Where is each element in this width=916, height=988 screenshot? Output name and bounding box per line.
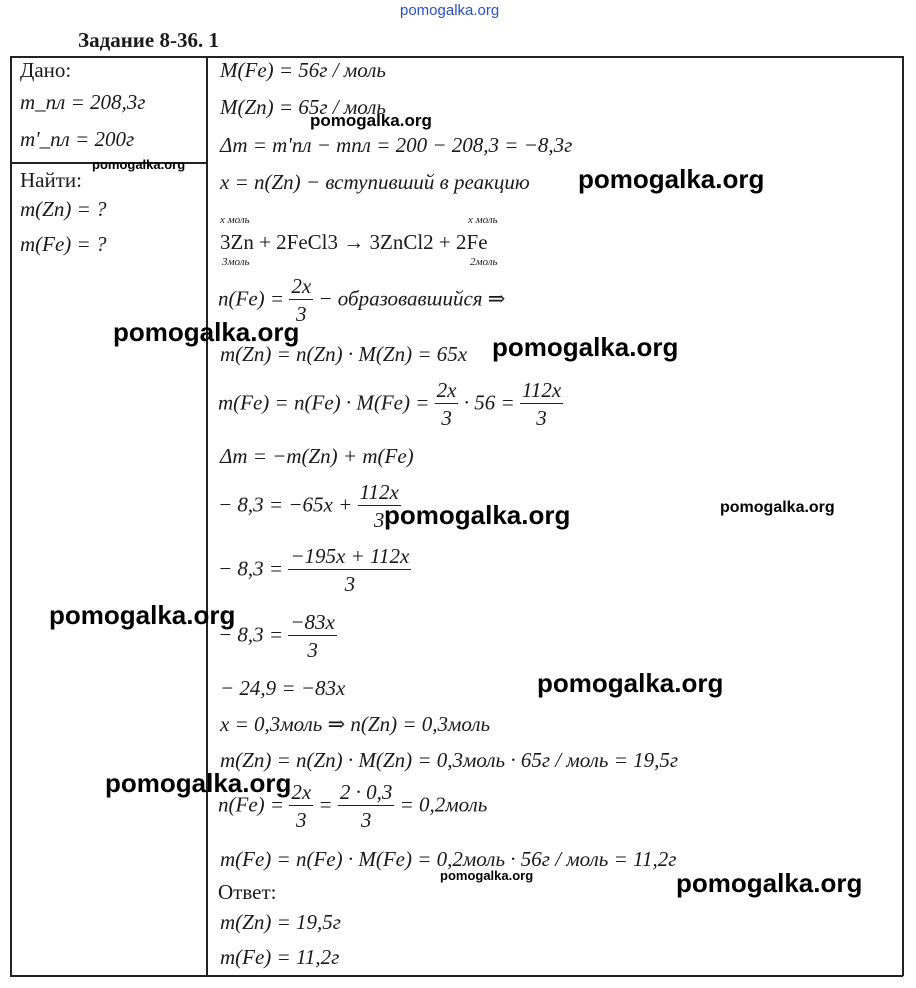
table-border-bottom [10,975,903,977]
reaction-equation: 3Zn + 2FeCl3 → 3ZnCl2 + 2Fe [220,230,488,254]
m-fe-den-1: 3 [441,406,452,430]
find-zn: m(Zn) = ? [20,197,107,221]
watermark: pomogalka.org [105,768,292,798]
m-fe-mid: · 56 = [463,390,515,415]
watermark: pomogalka.org [440,868,534,883]
nfe-res-eq: = [318,792,333,817]
step3-fraction [288,612,337,661]
nfe-res-den-2: 3 [360,808,372,832]
m-fe-pre: m(Fe) = n(Fe) · M(Fe) = [218,390,430,415]
step2-den: 3 [344,572,356,596]
equation-step-3 [218,612,337,661]
equation-step-2 [218,546,411,595]
watermark: pomogalka.org [310,111,432,130]
watermark: pomogalka.org [720,499,835,516]
nfe-res-fraction-2 [338,782,395,831]
molar-mass-fe: M(Fe) = 56г / моль [220,58,386,82]
answer-fe: m(Fe) = 11,2г [220,945,340,969]
answer-zn: m(Zn) = 19,5г [220,910,341,934]
step2-num: −195x + 112x [290,544,410,568]
equation-step-1 [218,482,401,531]
find-fe: m(Fe) = ? [20,232,107,256]
table-border-right [902,56,904,976]
eq-label-bottom-right: 2моль [470,256,498,268]
watermark: pomogalka.org [676,868,863,898]
nfe-res-fraction-1 [289,782,313,831]
m-fe-den-2: 3 [536,406,547,430]
m-fe-fraction-1 [435,380,459,429]
site-link-top[interactable]: pomogalka.org [400,2,500,19]
step3-num: −83x [290,610,335,634]
given-mass-final: m'_пл = 200г [20,127,135,151]
m-fe-line [218,380,563,429]
molar-mass-zn: M(Zn) = 65г / моль [220,95,386,119]
task-heading: Задание 8-36. 1 [78,28,219,52]
eq-label-top-left: x моль [220,214,250,226]
nfe-res-num-2: 2 · 0,3 [339,780,393,804]
m-zn-expression: m(Zn) = n(Zn) · M(Zn) = 65x [220,342,468,366]
step1-den: 3 [373,508,385,532]
nfe-res-post: = 0,2моль [399,792,488,817]
step2-pre: − 8,3 = [218,556,284,581]
step2-fraction [288,546,411,595]
watermark: pomogalka.org [92,157,186,172]
find-label: Найти: [20,168,82,192]
n-fe-pre: n(Fe) = [218,286,285,311]
step1-num: 112x [359,480,399,504]
step3-pre: − 8,3 = [218,622,284,647]
n-fe-num: 2x [291,274,312,298]
eq-label-top-right: x моль [468,214,498,226]
x-result: x = 0,3моль ⇒ n(Zn) = 0,3моль [220,712,491,736]
watermark: pomogalka.org [537,668,724,698]
m-zn-result: m(Zn) = n(Zn) · M(Zn) = 0,3моль · 65г / моль = 19,5г [220,748,679,772]
table-border-top [10,56,903,58]
answer-label: Ответ: [218,880,277,904]
delta-m-equation: Δm = −m(Zn) + m(Fe) [220,444,414,468]
step1-pre: − 8,3 = −65x + [218,492,353,517]
m-fe-num-1: 2x [436,378,457,402]
given-label: Дано: [20,58,72,82]
n-fe-post: − образовавшийся ⇒ [318,286,506,311]
equation-step-4: − 24,9 = −83x [220,676,346,700]
watermark: pomogalka.org [384,500,571,530]
x-definition: x = n(Zn) − вступивший в реакцию [220,170,530,194]
step3-den: 3 [307,638,318,662]
nfe-res-den-1: 3 [295,808,307,832]
table-border-left [10,56,12,976]
m-fe-num-2: 112x [521,378,562,402]
given-mass-initial: m_пл = 208,3г [20,90,146,114]
watermark: pomogalka.org [49,600,236,630]
m-fe-result: m(Fe) = n(Fe) · M(Fe) = 0,2моль · 56г / моль = 11,2г [220,847,677,871]
nfe-res-pre: n(Fe) = [218,792,285,817]
eq-label-bottom-left: 3моль [222,256,250,268]
n-fe-den: 3 [295,302,307,326]
table-divider-vertical [206,56,208,976]
nfe-res-num-1: 2x [291,780,312,804]
m-fe-fraction-2 [520,380,563,429]
watermark: pomogalka.org [113,317,300,347]
watermark: pomogalka.org [578,164,765,194]
mass-difference: Δm = m'пл − mпл = 200 − 208,3 = −8,3г [220,133,573,157]
watermark: pomogalka.org [492,332,679,362]
